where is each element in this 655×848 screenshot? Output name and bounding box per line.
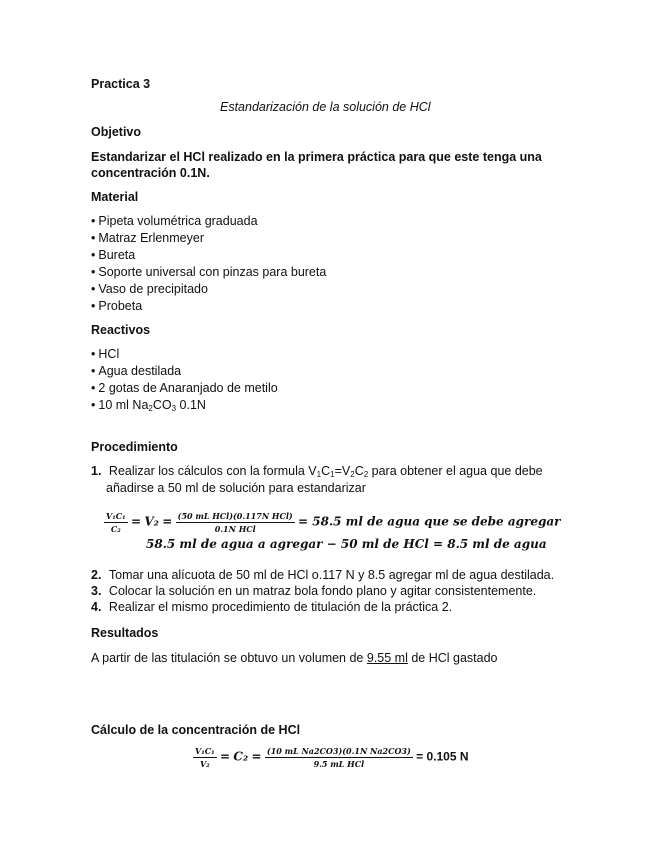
eq1-left-fraction: $\frac{\text{V₁C₁}}{\text{C₂}}$ <box>106 511 126 534</box>
material-item: • Pipeta volumétrica graduada <box>91 213 326 230</box>
reactivo-item: • 2 gotas de Anaranjado de metilo <box>91 380 278 397</box>
procedure-step-4: 4. Realizar el mismo procedimiento de titulación de la práctica 2. <box>91 600 453 614</box>
page-subtitle: Estandarización de la solución de HCl <box>220 100 431 114</box>
material-list <box>91 213 326 315</box>
reactivo-item: • Agua destilada <box>91 363 278 380</box>
material-item: • Soporte universal con pinzas para bureta <box>91 264 326 281</box>
material-item: • Matraz Erlenmeyer <box>91 230 326 247</box>
procedure-step-2: 2. Tomar una alícuota de 50 ml de HCl o.117 N y 8.5 agregar ml de agua destilada. <box>91 568 555 582</box>
eq1-result: = 58.5 ml de agua que se debe agregar <box>298 514 561 529</box>
resultados-heading: Resultados <box>91 626 159 640</box>
material-item: • Vaso de precipitado <box>91 281 326 298</box>
procedure-step-1 <box>91 464 543 479</box>
page-title: Practica 3 <box>91 77 151 91</box>
procedimiento-heading: Procedimiento <box>91 440 178 454</box>
step-number: 1. <box>91 464 102 478</box>
reactivos-heading: Reactivos <box>91 323 151 337</box>
material-item: • Probeta <box>91 298 326 315</box>
equation-dilution: $\frac{\text{V₁C₁}}{\text{C₂}}$ = V₂ = $\frac{\text{(50 mL HCl)(0.117N HCl)}}{\text{0.1N HCl}}$ = 58.5 ml de agua que se debe agregar <box>106 511 561 534</box>
volume-value: 9.55 ml <box>366 651 408 665</box>
step-text-line2: añadirse a 50 ml de solución para estandarizar <box>106 481 366 495</box>
eq3-right-fraction: $\frac{\text{(10 mL Na2CO3)(0.1N Na2CO3)}}{\text{9.5 mL HCl}}$ <box>266 746 411 769</box>
reactivos-list <box>91 346 278 414</box>
material-item: • Bureta <box>91 247 326 264</box>
objetivo-heading: Objetivo <box>91 125 142 139</box>
eq3-left-fraction: $\frac{\text{V₁C₁}}{\text{V₂}}$ <box>195 746 215 769</box>
calculo-heading: Cálculo de la concentración de HCl <box>91 723 301 737</box>
eq1-right-fraction: $\frac{\text{(50 mL HCl)(0.117N HCl)}}{\text{0.1N HCl}}$ <box>177 511 293 534</box>
procedure-step-3: 3. Colocar la solución en un matraz bola fondo plano y agitar consistentemente. <box>91 584 537 598</box>
reactivo-item: • HCl <box>91 346 278 363</box>
reactivo-item-na2co3: • 10 ml $Na_2CO_3$ 0.1N <box>91 397 278 414</box>
equation-water: 58.5 ml de agua a agregar − 50 ml de HCl = 8.5 ml de agua <box>146 537 547 551</box>
objetivo-text-line2: concentración 0.1N. <box>91 166 210 180</box>
step-text-line1: Realizar los cálculos con la formula $V_1C_1=V_2C_2$ para obtener el agua que debe <box>108 464 543 479</box>
material-heading: Material <box>91 190 139 204</box>
concentration-result: = 0.105 N <box>416 749 469 764</box>
resultados-text: A partir de las titulación se obtuvo un volumen de 9.55 ml de HCl gastado <box>91 651 498 665</box>
objetivo-text-line1: Estandarizar el HCl realizado en la primera práctica para que este tenga una <box>91 150 542 164</box>
equation-concentration: $\frac{\text{V₁C₁}}{\text{V₂}}$ = C₂ = $\frac{\text{(10 mL Na2CO3)(0.1N Na2CO3)}}{\text{9.5 mL HCl}}$ = 0.105 N <box>195 746 469 769</box>
